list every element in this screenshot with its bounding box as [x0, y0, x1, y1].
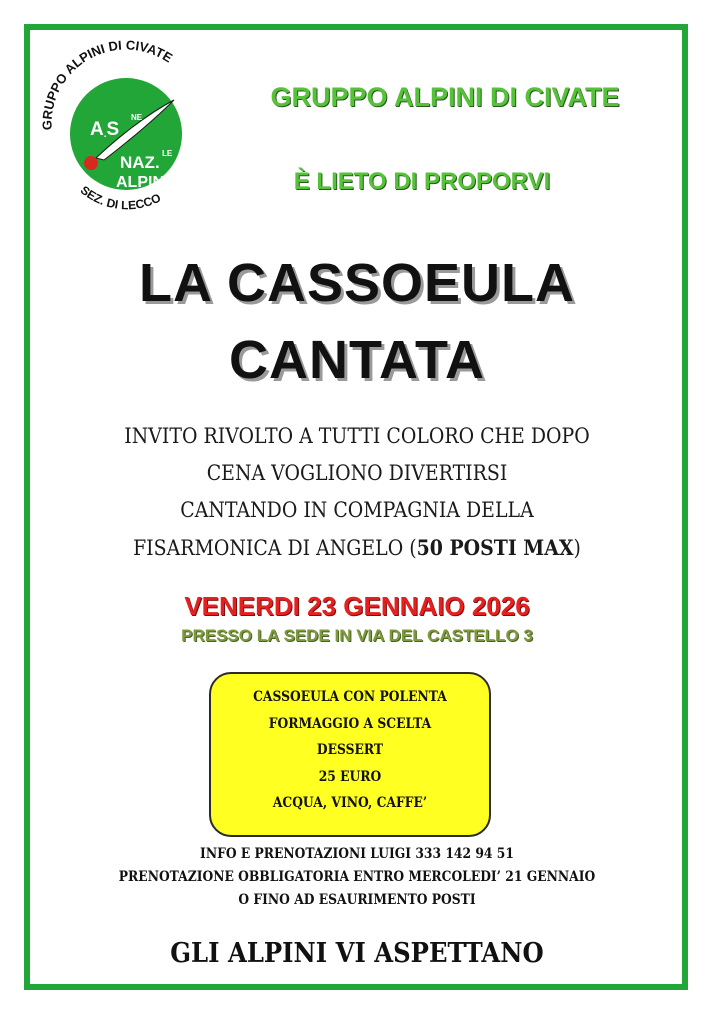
logo-line1-sup: NE [131, 113, 143, 122]
invitation-line [72, 529, 643, 567]
menu-item: DESSERT [316, 742, 384, 758]
logo-line2-sup: LE [162, 149, 173, 158]
booking-availability: O FINO AD ESAURIMENTO POSTI [238, 892, 476, 908]
logo-line3: ALPINI [116, 174, 169, 191]
alpini-logo [34, 36, 212, 214]
seats-limit: 50 POSTI MAX [416, 535, 574, 560]
logo-line1: A.S [90, 119, 120, 140]
alpini-logo-emblem [34, 36, 212, 214]
menu-box [209, 672, 491, 837]
menu-item: CASSOEULA CON POLENTA [253, 689, 447, 705]
invitation-line4-end: ) [573, 536, 581, 560]
event-date: VENERDI 23 GENNAIO 2026 [184, 591, 530, 621]
event-location: PRESSO LA SEDE IN VIA DEL CASTELLO 3 [181, 626, 533, 645]
invitation-line: INVITO RIVOLTO A TUTTI COLORO CHE DOPO [124, 424, 590, 448]
booking-contact: INFO E PRENOTAZIONI LUIGI 333 142 94 51 [200, 846, 514, 862]
event-title-line1: LA CASSOEULA [138, 253, 575, 313]
logo-ring-text-bottom: SEZ. DI LECCO [77, 182, 163, 213]
organization-heading: GRUPPO ALPINI DI CIVATE [270, 82, 620, 112]
menu-price: 25 EURO [318, 768, 382, 785]
booking-info [78, 843, 636, 912]
invitation-text [72, 418, 643, 567]
invitation-line: CANTANDO IN COMPAGNIA DELLA [180, 498, 534, 522]
booking-deadline: PRENOTAZIONE OBBLIGATORIA ENTRO MERCOLEDI’ 21 GENNAIO [118, 869, 596, 885]
logo-ring-text-top: GRUPPO ALPINI DI CIVATE [39, 37, 176, 131]
closing-line: GLI ALPINI VI ASPETTANO [170, 938, 544, 969]
event-title-line2: CANTATA [229, 330, 485, 390]
subheading: È LIETO DI PROPORVI [293, 168, 551, 195]
feather-pompom-icon [84, 156, 98, 170]
invitation-line4-start: FISARMONICA DI ANGELO ( [133, 536, 417, 560]
invitation-line: CENA VOGLIONO DIVERTIRSI [206, 461, 508, 485]
menu-item: ACQUA, VINO, CAFFE’ [272, 795, 428, 811]
menu-item: FORMAGGIO A SCELTA [268, 715, 432, 732]
logo-line2: NAZ. [120, 153, 160, 172]
